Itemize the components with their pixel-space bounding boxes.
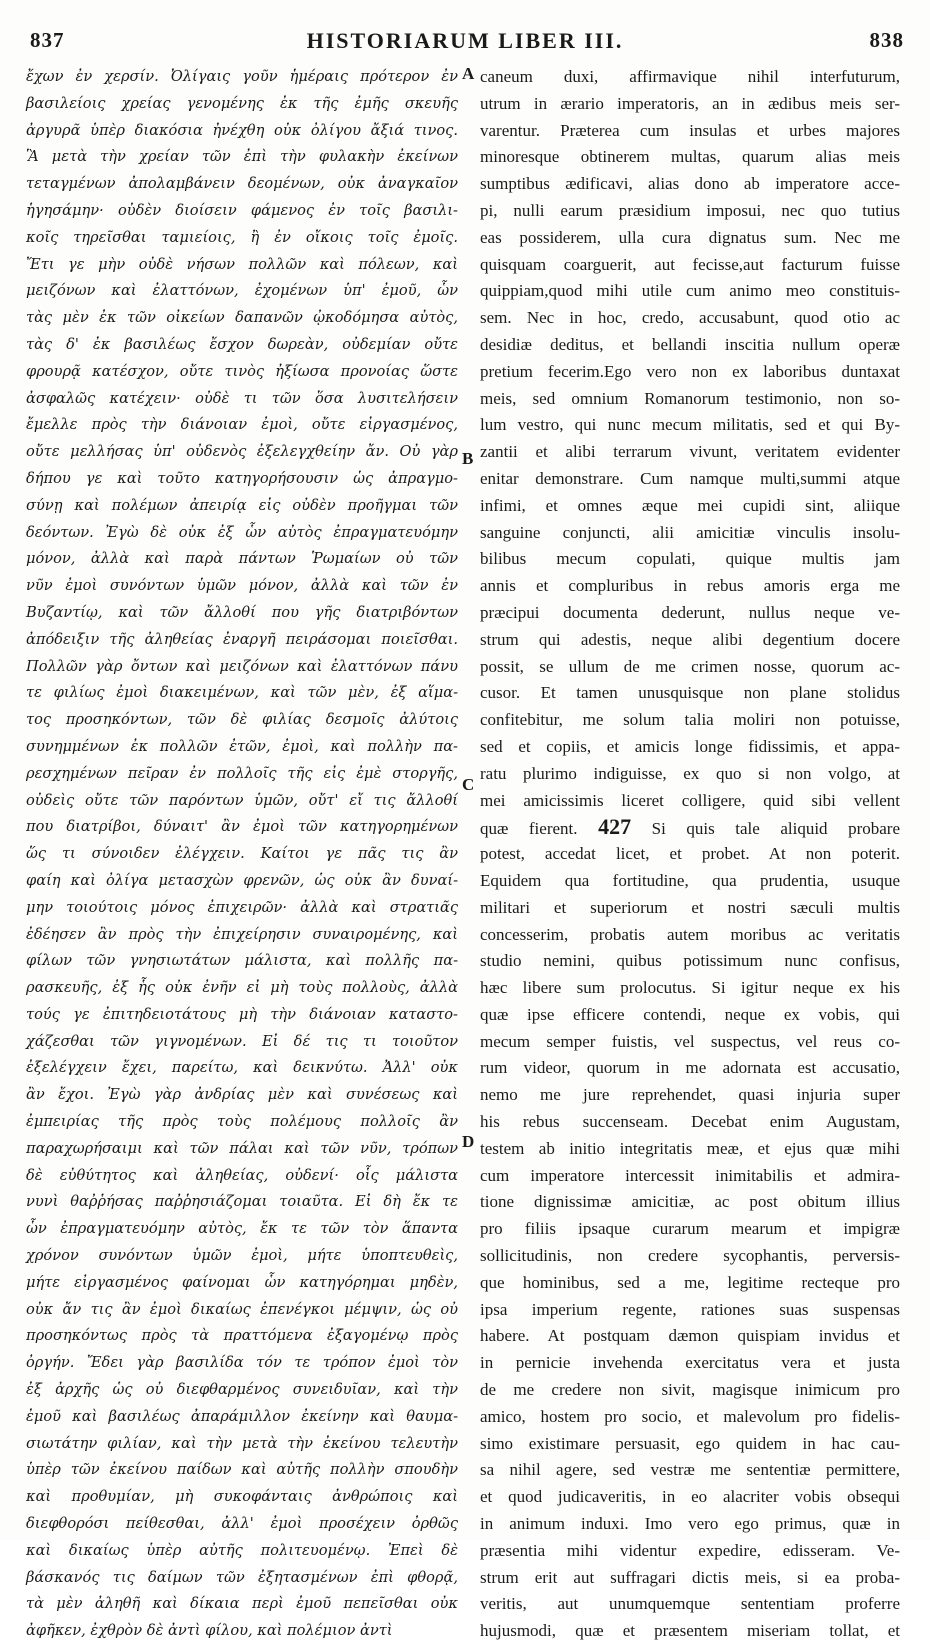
latin-line: lum vestro, qui nunc mecum militatis, sed et qui By- [480,415,900,435]
latin-line: sa nihil agere, sed vestræ me sententiæ permittere, [480,1460,900,1480]
latin-line: minoresque obtinerem multas, quarum alias meis [480,147,900,167]
greek-line: σιωτάτην φιλίαν, καὶ τὴν μετὰ τὴν ἐκείνου τελευτὴν [26,1434,458,1452]
latin-line: quisquam coarguerit, aut fecisse,aut facturum fuisse [480,254,900,274]
greek-line: φίλων τῶν γνησιωτάτων μάλιστα, καὶ πολλῆς πα- [26,952,458,970]
latin-line: concesserim, probatis autem moribus ac veritatis [480,924,900,944]
greek-line: ἀπόδειξιν τῆς ἀληθείας ἐναργῆ πειράσομαι ποιεῖσθαι. [26,630,458,648]
latin-line: Equidem qua fortitudine, qua prudentia, usuque [480,870,900,890]
greek-line: μόνον, ἀλλὰ καὶ παρὰ πάντων Ῥωμαίων οὐ τῶν [26,550,458,568]
greek-line: Ἔτι γε μὴν οὐδὲ νήσων πολλῶν καὶ πόλεων, καὶ [26,255,458,273]
greek-line: συνημμένων ἐκ πολλῶν ἐτῶν, ἐμοὶ, καὶ πολλὴν πα- [26,737,458,755]
latin-line: sanguine conjuncti, alii amicitiæ vinculis insolu- [480,522,900,542]
greek-line: ἐξ ἀρχῆς ὡς οὐ διεφθαρμένος συνειδυῖαν, καὶ τὴν [26,1381,458,1399]
greek-line: τεταγμένων ἀπολαμβάνειν δεομένων, οὐκ ἀναγκαῖον [26,175,458,193]
latin-line: mecum semper fuistis, vel suspectus, vel reus co- [480,1031,900,1051]
section-marker-a: A [462,64,475,83]
latin-line: tione dignissimæ amicitiæ, ac post obitum illius [480,1192,900,1212]
greek-line: ἐμοῦ καὶ βασιλέως ἀπαράμιλλον ἐκείνην καὶ θαυμα- [26,1407,458,1425]
latin-line: quæ ipse efficere contendi, neque ex vobis, qui [480,1004,900,1024]
greek-line: ὀργήν. Ἔδει γὰρ βασιλίδα τόν τε τρόπον ἐμοὶ τὸν [26,1354,458,1372]
latin-line: in animum induxi. Imo vero ego primus, quæ in [480,1514,900,1534]
latin-line: ratu plurimo indiguisse, ex quo si non volgo, at [480,763,900,783]
page-number-right: 838 [869,28,904,52]
latin-line: sollicitudinis, non credere sycophantis, perversis- [480,1246,900,1266]
latin-line: sem. Nec in hoc, credo, accusabunt, quod otio ac [480,308,900,328]
greek-line: νῦν ἐμοὶ συνόντων ὑμῶν μόνον, ἀλλὰ καὶ τῶν ἐν [26,577,458,595]
latin-line: confitebitur, me solum talia moliri non potuisse, [480,710,900,730]
latin-line: amico, hostem pro socio, et malevolum pro fidelis- [480,1406,900,1426]
greek-line: Ἃ μετὰ τὴν χρείαν τῶν ἐπὶ τὴν φυλακὴν ἐκείνων [26,148,458,166]
greek-line: τὰ μὲν ἀληθῆ καὶ δίκαια περὶ ἐμοῦ πεπεῖσθαι οὐκ [26,1595,458,1613]
section-marker-c: C [462,775,475,794]
latin-line: eas possiderem, ulla cura dignatus sum. Nec me [480,227,900,247]
latin-line: quippiam,quod mihi utile cum animo meo constituis- [480,281,900,301]
latin-line: pi, nulli earum præsidium imposui, nec quo tutius [480,200,900,220]
greek-line: χρόνον συνόντων ὑμῶν ἐμοὶ, μήτε ὑποπτευθεὶς, [26,1247,458,1265]
latin-line-text: quæ fierent. [480,819,578,839]
greek-line: ἀφῆκεν, ἐχθρὸν δὲ ἀντὶ φίλου, καὶ πολέμιον ἀντὶ [26,1622,393,1640]
greek-line: ἐξελέγχειν ἔχει, παρείτω, καὶ δεικνύτω. Ἀλλ' οὐκ [26,1059,458,1077]
latin-line: enitar demonstrare. Cum namque multi,summi atque [480,468,900,488]
latin-line: sumptibus ædificavi, alias dono ab imperatore acce- [480,174,900,194]
latin-line: sed et copiis, et amicis longe fidissimis, et appa- [480,736,900,756]
greek-line: οὐδεὶς οὔτε τῶν παρόντων ὑμῶν, οὔτ' εἴ τις ἄλλοθί [26,791,458,809]
greek-line: δεόντων. Ἐγὼ δὲ οὐκ ἐξ ὧν αὐτὸς ἐπραγματευόμην [26,523,458,541]
section-number: 427 [598,814,632,840]
greek-line: φαίη καὶ ὀλίγα μετασχὼν φρενῶν, ὡς οὐκ ἂν δυναί- [26,871,458,889]
latin-line: hæc libere sum prolocutus. Si igitur neque ex his [480,978,900,998]
greek-line: δήπου γε καὶ τοῦτο κατηγορήσουσιν ὡς ἀπραγμο- [26,469,458,487]
section-marker-d: D [462,1132,475,1151]
latin-line: præsentia mihi videntur expedire, edisseram. Ve- [480,1540,900,1560]
greek-line: τὰς μὲν ἐκ τῶν οἰκείων δαπανῶν ᾠκοδόμησα αὐτὸς, [26,309,458,327]
latin-line: habere. At postquam dæmon quispiam invidus et [480,1326,900,1346]
latin-line [480,814,900,841]
greek-line: ἀσφαλῶς κατέχειν· οὐδὲ τι τῶν ὅσα λυσιτελήσειν [26,389,458,407]
greek-line: τούς γε ἐπιτηδειοτάτους μὴ τὴν διάνοιαν καταστο- [26,1005,458,1023]
latin-line: veritis, aut unumquemque sententiam proferre [480,1594,900,1614]
latin-line-text: Si quis tale aliquid probare [651,819,901,839]
greek-line: κοῖς τηρεῖσθαι ταμιείοις, ἢ ἐν οἴκοις τοῖς ἐμοῖς. [26,228,458,246]
latin-line: præcipui documenta dederunt, nullus neque ve- [480,602,900,622]
latin-line: rum videor, quorum in me adornata est accusatio, [480,1058,900,1078]
greek-line: ἡγησάμην· οὐδὲν διοίσειν φάμενος ἐν τοῖς βασιλι- [26,201,458,219]
latin-line: nemo me jure reprehendet, quasi injuria super [480,1085,900,1105]
greek-line: ὑπὲρ τῶν ἐκείνου παίδων καὶ αὐτῆς πολλὴν σπουδὴν [26,1461,458,1479]
latin-line: ipsa imperium regente, rationes suas suspensas [480,1299,900,1319]
latin-line: pretium fecerim.Ego vero non ex laboribus duntaxat [480,361,900,381]
latin-line: annis et compluribus in rebus amoris erga me [480,576,900,596]
latin-line: hujusmodi, quæ et præsentem miseriam tollat, et [480,1621,900,1641]
latin-line: in pernicie invehenda exercitatus vera et justa [480,1353,900,1373]
greek-line: μην τοιούτοις μόνος ἐπιχειρῶν· ἀλλὰ καὶ στρατιᾶς [26,898,458,916]
running-title: HISTORIARUM LIBER III. [306,28,624,53]
greek-line: ὥς τι σύνοιδεν ἐλέγχειν. Καίτοι γε πᾶς τις ἂν [26,845,458,863]
latin-line: pro filiis ipsaque curarum mearum et impigræ [480,1219,900,1239]
greek-line: χάζεσθαι τῶν γιγνομένων. Εἰ δέ τις τι τοιοῦτον [26,1032,458,1050]
greek-line: που διατρίβοι, δύναιτ' ἂν ἐμοὶ τῶν κατηγορημένων [26,818,458,836]
greek-line: νυνὶ θαῤῥήσας παῤῥησιάζομαι τοιαῦτα. Εἰ δὴ ἔκ τε [26,1193,458,1211]
greek-line: Βυζαντίῳ, καὶ τῶν ἄλλοθί που γῆς διατριβόντων [26,603,458,621]
greek-line: ἀργυρᾶ ὑπὲρ διακόσια ἠνέχθη οὐκ ὀλίγου ἄξιά τινος. [26,121,458,139]
greek-line: ἐδέησεν ἂν πρὸς τὴν ἐπιχείρησιν συναιρομένης, καὶ [26,925,458,943]
greek-line: τὰς δ' ἐκ βασιλέως ἔσχον δωρεὰν, οὐδεμίαν οὔτε [26,335,458,353]
latin-line: simo existimare persuasit, ego quidem in hac cau- [480,1433,900,1453]
latin-line: his rebus succenseam. Decebat enim Augustam, [480,1112,900,1132]
latin-line: strum qui adestis, neque alibi degentium docere [480,629,900,649]
latin-line: varentur. Præterea cum insulas et urbes majores [480,120,900,140]
greek-line: Πολλῶν γὰρ ὄντων καὶ μειζόνων καὶ ἐλαττόνων πάνυ [26,657,458,675]
latin-line: et quod judicaveritis, in eo alacriter vobis obsequi [480,1487,900,1507]
greek-line: οὐκ ἄν τις ἂν ἐμοὶ δικαίως ἐπενέγκοι μέμψιν, ὡς οὐ [26,1300,458,1318]
greek-line: προσηκόντως πρὸς τὰ πραττόμενα ἐξαγομένῳ πρὸς [26,1327,458,1345]
latin-line: militari et superiorum et nostri sæculi multis [480,897,900,917]
greek-line: ἔμελλε πρὸς τὴν διάνοιαν ἐμοὶ, οὔτε εἰργασμένος, [26,416,458,434]
latin-line: caneum duxi, affirmavique nihil interfuturum, [480,67,900,86]
greek-text-column [26,64,458,1640]
greek-line: ρασκευῆς, ἐξ ἧς οὐκ ἐνῆν εἰ μὴ τοὺς πολλοὺς, ἀλλὰ [26,979,458,997]
greek-line: τος προσηκόντων, τῶν δὲ φιλίας δεσμοῖς ἀλύτοις [26,711,458,729]
latin-line: potest, accedat licet, et probet. At non poterit. [480,844,900,864]
latin-line: studio nemini, quibus potissimum nunc confisus, [480,951,900,971]
latin-line: de me credere non sivit, magisque inimicum pro [480,1380,900,1400]
latin-line: meis, sed omnium Romanorum testimonio, non so- [480,388,900,408]
greek-line: φρουρᾷ κατέσχον, οὔτε τινὸς ἠξίωσα προνοίας ὥστε [26,362,458,380]
greek-line: ἂν ἔχοι. Ἐγὼ γὰρ ἀνδρίας μὲν καὶ συνέσεως καὶ [26,1086,458,1104]
greek-line: τε φιλίως ἐμοὶ διακειμένων, καὶ τῶν μὲν, ἐξ αἵμα- [26,684,458,702]
section-marker-b: B [462,449,474,468]
greek-line: παραχωρήσαιμι καὶ τῶν πάλαι καὶ τῶν νῦν, τρόπων [26,1139,458,1157]
greek-line: διεφθορόσι πείθεσθαι, ἀλλ' ἐμοὶ προσέχειν ὀρθῶς [26,1515,458,1533]
greek-line: ὧν ἐπραγματευόμην αὐτὸς, ἔκ τε τῶν τὸν ἅπαντα [26,1220,458,1238]
greek-line: ρεσχημένων πεῖραν ἐν πολλοῖς τῆς εἰς ἐμὲ στοργῆς, [26,764,458,782]
latin-line: cum imperatore intercessit inimitabilis et admira- [480,1165,900,1185]
latin-line: strum erit aut suffragari dictis meis, si ea proba- [480,1567,900,1587]
page-number-left: 837 [30,28,65,52]
latin-line: que hominibus, sed a me, legitime recteque pro [480,1272,900,1292]
greek-line: ἐμπειρίας τῆς πρὸς τοὺς πολέμους πολλοῖς ἂν [26,1113,458,1131]
greek-line: οὔτε μελλήσας ὑπ' οὐδενὸς ἐξελεγχθείην ἄν. Οὐ γὰρ [26,443,458,461]
running-header [24,28,906,60]
latin-line: utrum in ærario imperatoris, an in ædibus meis ser- [480,93,900,113]
greek-line: ἔχων ἐν χερσίν. Ὀλίγαις γοῦν ἡμέραις πρότερον ἐν [26,68,458,85]
latin-line: desidiæ deditus, et bellandi inscitia nullum operæ [480,334,900,354]
latin-line: testem ab initio integritatis meæ, et ejus quæ mihi [480,1138,900,1158]
greek-line: βάσκανός τις δαίμων τῶν ἐξητασμένων ἐπὶ φθορᾷ, [26,1568,458,1586]
greek-line: δὲ εὐθύτητος καὶ ἀληθείας, οὐδενί· οἷς μάλιστα [26,1166,458,1184]
greek-line: σύνῃ καὶ πολέμων ἀπειρίᾳ εἰς οὐδὲν προῆγμαι τῶν [26,496,458,514]
latin-line: cusor. Et tamen unusquisque non plane stolidus [480,683,900,703]
latin-line: possit, se ullum de me crimen nosse, quorum ac- [480,656,900,676]
greek-line: καὶ προθυμίαν, μὴ συκοφάνταις ἀνθρώποις καὶ [26,1488,458,1506]
latin-line: zantii et alibi terrarum vivunt, veritatem evidenter [480,442,900,462]
latin-line: mei amicissimis liceret colligere, quid sibi vellent [480,790,900,810]
latin-line: infimi, et omnes æque mei cupidi sint, aliique [480,495,900,515]
greek-line: καὶ δικαίως ὑπὲρ αὐτῆς πολιτευομένῳ. Ἐπεὶ δὲ [26,1541,458,1559]
latin-text-column [480,64,901,1641]
latin-line: bilibus mecum copulati, quique multis jam [480,549,900,569]
greek-line: μειζόνων καὶ ἐλαττόνων, ἐχομένων ὑπ' ἐμοῦ, ὧν [26,282,458,300]
greek-line: βασιλείοις χρείας γενομένης ἐκ τῆς ἐμῆς σκευῆς [26,94,458,112]
greek-line: μήτε εἰργασμένος φαίνομαι ὧν κατηγόρημαι μηδὲν, [26,1273,458,1291]
